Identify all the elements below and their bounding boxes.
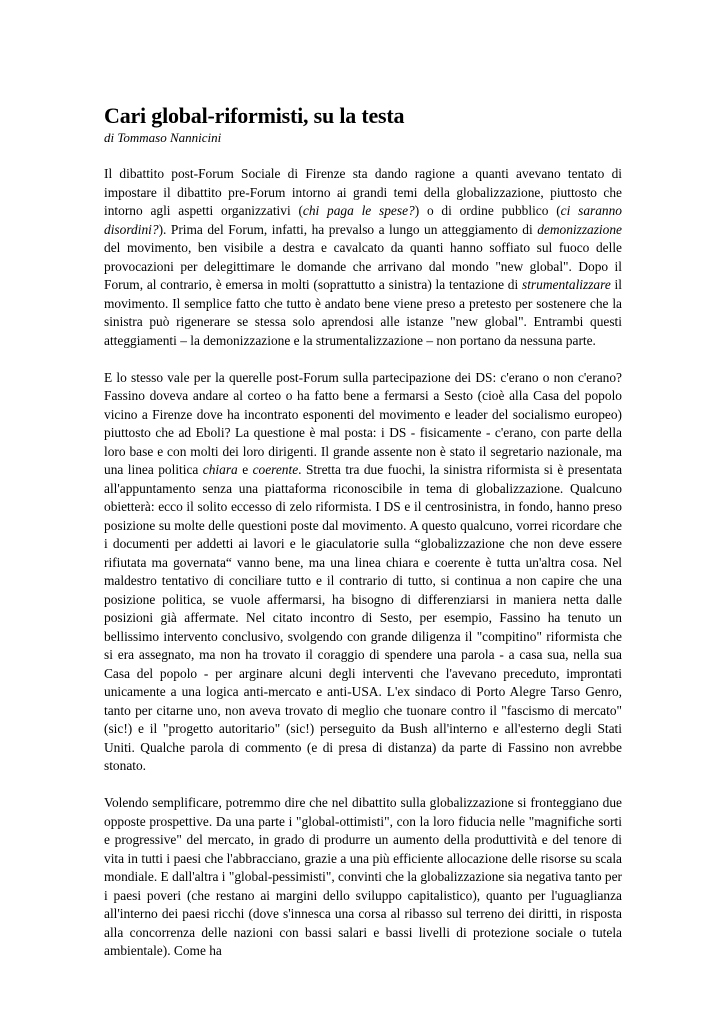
article xyxy=(104,103,622,979)
article-body xyxy=(104,165,622,961)
text-run: del movimento, ben visibile a destra e cavalcato da quanti hanno soffiato sul fuoco delle provocazioni per delegittimare le domande che arrivano dal mondo "new global". Dopo il Forum, al contrario, è emersa in molti (soprattutto a sinistra) la tentazione di xyxy=(104,240,622,292)
italic-text: chiara xyxy=(202,462,238,477)
article-byline: di Tommaso Nannicini xyxy=(104,130,222,145)
text-run: Il dibattito post-Forum Sociale di Firenze sta dando ragione a quanti avevano tentato di impostare il dibattito pre-Forum intorno ai grandi temi della globalizzazione, piuttosto che intorno agli aspetti organizzativi ( xyxy=(104,166,622,218)
italic-text: chi paga le spese? xyxy=(302,203,415,218)
text-run: E lo stesso vale per la querelle post-Forum sulla partecipazione dei DS: c'erano o non c'erano? Fassino doveva andare al corteo o ha fatto bene a fermarsi a Sesto (cioè alla Casa del popolo vicino a Firenze dove ha incontrato esponenti del movimento e leader del socialismo europeo) piuttosto che ad Eboli? La questione è mal posta: i DS - fisicamente - c'erano, con parte della loro base e con molti dei loro dirigenti. Il grande assente non è stato il segretario nazionale, ma una linea politica xyxy=(104,369,622,477)
italic-text: ci saranno disordini? xyxy=(104,203,623,237)
italic-text: demonizzazione xyxy=(537,221,622,237)
text-run: . Stretta tra due fuochi, la sinistra riformista si è presentata all'appuntamento senza una piattaforma riconoscibile in tema di globalizzazione. Qualcuno obietterà: ecco il solito eccesso di zelo riformista. I DS e il centrosinistra, in fondo, hanno preso posizione su molte delle questioni poste dal movimento. A questo qualcuno, vorrei ricordare che i documenti per addetti ai lavori e le giaculatorie sulla “globalizzazione che non deve essere rifiutata ma governata“ vanno bene, ma una linea chiara e coerente è tutta un'altra cosa. Nel maldestro tentativo di conciliare tutto e il contrario di tutto, si continua a non capire che una posizione politica, se vuole affermarsi, ha bisogno di differenziarsi in maniera netta dalle posizioni già affermate. Nel citato incontro di Sesto, per esempio, Fassino ha tenuto un bellissimo intervento conclusivo, svolgendo con grande diligenza il "compitino" riformista che si era assegnato, ma non ha trovato il coraggio di spendere una parola - a casa sua, nella sua Casa del popolo - per arginare alcuni degli interventi che l'avevano preceduto, improntati unicamente a una logica anti-mercato e anti-USA. L'ex sindaco di Porto Alegre Tarso Genro, tanto per citarne uno, non aveva trovato di meglio che tuonare contro il "fascismo di mercato" (sic!) e il "progetto autoritario" (sic!) perseguito da Bush all'interno e all'esterno degli Stati Uniti. Qualche parola di commento (e di presa di distanza) da parte di Fassino non avrebbe stonato. xyxy=(104,462,623,773)
paragraph xyxy=(104,794,622,961)
paragraph xyxy=(104,165,622,350)
article-title: Cari global-riformisti, su la testa xyxy=(104,103,405,128)
paragraph xyxy=(104,369,622,776)
text-run: e xyxy=(237,462,253,477)
text-run: Volendo semplificare, potremmo dire che nel dibattito sulla globalizzazione si fronteggiano due opposte prospettive. Da una parte i "global-ottimisti", con la loro fiducia nelle "magnifiche sorti e progressive" del mercato, in grado di produrre un aumento della produttività e del tenore di vita in tutti i paesi che l'abbracciano, grazie a una più efficiente allocazione delle risorse su scala mondiale. E dall'altra i "global-pessimisti", convinti che la globalizzazione sia negativa tanto per i paesi poveri (che restano ai margini dello sviluppo capitalistico), quanto per l'uguaglianza all'interno dei paesi ricchi (dove s'innesca una corsa al ribasso sul terreno dei diritti, in risposta alla concorrenza delle nazioni con bassi salari e bassi livelli di protezione sociale o tutela ambientale). Come ha xyxy=(104,795,622,958)
text-run: ) o di ordine pubblico ( xyxy=(414,203,561,218)
text-run: ). Prima del Forum, infatti, ha prevalso a lungo un atteggiamento di xyxy=(158,221,538,237)
italic-text: strumentalizzare xyxy=(522,277,611,292)
text-run: il movimento. Il semplice fatto che tutto è andato bene viene preso a pretesto per sostenere che la sinistra può rigenerare se stessa solo aprendosi alle istanze "new global". Entrambi questi atteggiamenti – la demonizzazione e la strumentalizzazione – non portano da nessuna parte. xyxy=(104,277,623,348)
italic-text: coerente xyxy=(252,462,299,477)
